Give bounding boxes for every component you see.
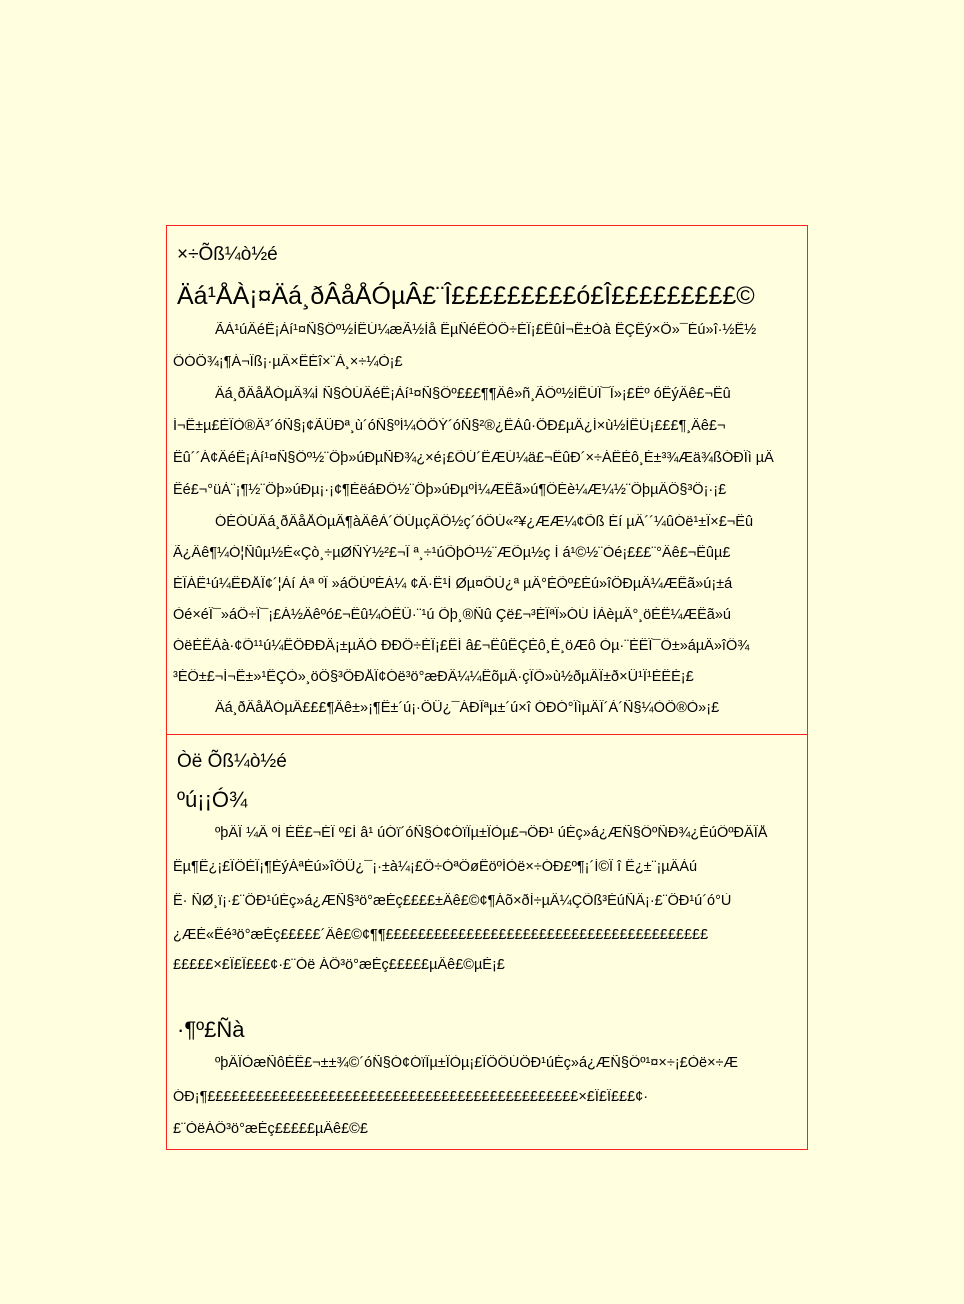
paragraph-line: Ê· ÑØ¸ï¡·£¨ÖÐ¹úÉç»á¿ÆÑ§³ö°æÉç££££±Äê£©¢¶Áõ×ðÌ÷µÄ¼ÇÕß³ÉúÑÄ¡·£¨ÖÐ¹ú´ó°Ù	[173, 893, 732, 909]
section-label: ×÷Õß¼ò½é	[177, 244, 278, 265]
translator-name-heading: ºú¡¡Ó¾	[177, 787, 248, 812]
paragraph-line: Í¬Ê±µ£ÈÎÒ®Â³´óÑ§¡¢ÃÜÐª¸ù´óÑ§ºÍ¼ÓÖÝ´óÑ§²®¿ËÀû·ÖÐ£µÄ¿Í×ù½ÌÊÚ¡£££¶¸Äê£¬	[173, 418, 726, 434]
paragraph-line: ÓÉÓÚÄá¸ðÂåÅÓµÂ¶àÄêÀ´ÔÚµçÄÔ½ç´óÖÚ«²¥¿ÆÆ¼¢Õß Éí µÄ´´¼ûÓë¹±Ï×£¬Ëû	[215, 514, 754, 530]
paragraph-line: Êé£¬°üÀ¨¡¶½¨Öþ»úÐµ¡·¡¢¶ÈëáÐÔ½¨Öþ»úÐµºÍ¼ÆËã»ú¶ÔÉè¼Æ¼½¨ÖþµÄÖ§³Ö¡·¡£	[173, 482, 727, 498]
paragraph-line: Äá¸ðÂåÅÓµÂ¾Í Ñ§ÓÚÂéÊ¡Àí¹¤Ñ§Ôº£££¶¶Äê»ñ¸ÃÔº½ÌÊÚÏ¯Î»¡£Ëº óÊýÄê£¬Ëû	[215, 386, 731, 402]
section-label: Òë Õß¼ò½é	[177, 751, 287, 772]
paragraph-line: ¿ÆÈ«Êé³ö°æÉç£££££´Äê£©¢¶¶££££££££££££££££££££££££££££££££££££££££	[173, 927, 709, 943]
paragraph-line: ÈÎÁË¹ú¼ÊÐÅÏ¢´¦Àí Áª ºÏ »áÖÚºÉÀ¼ ¢Ä·Ë¹Ì Øµ¤ÕÙ¿ª µÄ°ÈÕº£Éú»îÖÐµÄ¼ÆËã»ú¡±á	[173, 576, 733, 592]
paragraph-line: ÓÐ¡¶££££££££££££££££££££££££££££££££££££££££££££££×£Ï£Î£££¢·	[173, 1089, 649, 1105]
paragraph-line: ³ÉÔ±£¬Í¬Ê±»¹ÊÇÒ»¸öÖ§³ÖÐÅÏ¢Óë³ö°æÐÂ¼¼ÊõµÄ·çÏÕ»ù½ðµÄÏ±ð×Ü¹Ï¹ÈËÈ¡£	[173, 669, 694, 685]
author-bio-section	[166, 225, 808, 735]
paragraph-line: ÓëÈËÀà·¢Õ¹¹ú¼ÊÖÐÐÄ¡±µÄÓ ÐÐÖ÷ÈÎ¡£ËÍ â£¬ËûÊÇÈô¸É¸öÆô Òµ·¨ÈËÎ¯Ô±»áµÄ»îÔ¾	[173, 638, 750, 654]
paragraph-line: Ëû´´Á¢ÂéÊ¡Àí¹¤Ñ§Ôº½¨Öþ»úÐµÑÐ¾¿×é¡£ÕÚ´ËÆÚ¼ä£¬ËûÐ´×÷ÁËÈô¸É±³¾Æä¾ßÓÐÏì µÄ	[173, 450, 774, 466]
paragraph-line: ÔÓÖ¾¡¶Á¬Ïß¡·µÄ×ÊÉî×¨À¸×÷¼Ò¡£	[173, 354, 403, 370]
paragraph-line: £££££×£Ï£Î£££¢·£¨Òë ÁÖ³ö°æÉç£££££µÄê£©µÈ¡£	[173, 957, 505, 973]
paragraph-line: Òé×éÎ¯»áÖ÷Ï¯¡£Á½Äêºó£¬Ëû¼ÓÊÜ·¨¹ú Õþ¸®Ñû Çë£¬³ÉÎªÎ»ÓÚ ÍÀèµÄ°¸öÈË¼ÆËã»ú	[173, 607, 731, 623]
paragraph-line: £¨ÒëÁÖ³ö°æÉç£££££µÄê£©£	[173, 1121, 368, 1137]
paragraph-line: ÃÀ¹úÂéÊ¡Àí¹¤Ñ§Ôº½ÌÊÚ¼æÃ½Ìå ÊµÑéÊÒÖ÷ÈÎ¡£ËûÍ¬Ê±Òà ÊÇÊý×Ö»¯Éú»î·½Ê½	[215, 322, 757, 338]
paragraph-line: Ã¿Äê¶¼Ó¦Ñûµ½È«Çò¸÷µØÑÝ½²£¬Î ª¸÷¹úÕþÒ¹½¨ÆÕµ½ç Ì á¹©½¨Òé¡£££¨°Äê£¬Ëûµ£	[173, 545, 731, 561]
translator-name-heading: ·¶º£Ñà	[177, 1017, 245, 1042]
paragraph-line: ºþÄÏ ¼Â ºÌ ÈË£¬ÉÏ º£Í â¹ úÓï´óÑ§Ó¢ÓïÏµ±ÏÒµ£¬ÖÐ¹ úÉç»á¿ÆÑ§ÔºÑÐ¾¿ÉúÔºÐÂÎÅ	[215, 825, 768, 841]
translator-bio-section	[166, 734, 808, 1150]
paragraph-line: ºþÄÏÒæÑôÈË£¬±±¾©´óÑ§Ó¢ÓïÏµ±ÏÒµ¡£ÏÖÔÚÖÐ¹úÉç»á¿ÆÑ§Ôº¹¤×÷¡£Òë×÷Æ	[215, 1055, 739, 1071]
paragraph-line: Ëµ¶Ê¿¡£ÏÖÈÎ¡¶ÈýÁªÉú»îÖÜ¿¯¡·±à¼¡£Ö÷ÒªÖøÊöºÍÒë×÷ÓÐ£º¶¡´Ì©Î î Ê¿±¨¡µÄÀú	[173, 859, 698, 875]
author-name-heading: Äá¹ÅÀ¡¤Äá¸ðÂåÅÓµÂ£¨Î£££££££££ó£Î£££££££££©	[177, 282, 755, 310]
paragraph-line: Äá¸ðÂåÅÓµÂ£££¶Äê±»¡¶Ê±´ú¡·ÖÜ¿¯ÁÐÎªµ±´ú×î ÓÐÓ°ÏìµÄÎ´À´Ñ§¼ÒÖ®Ò»¡£	[215, 700, 720, 716]
